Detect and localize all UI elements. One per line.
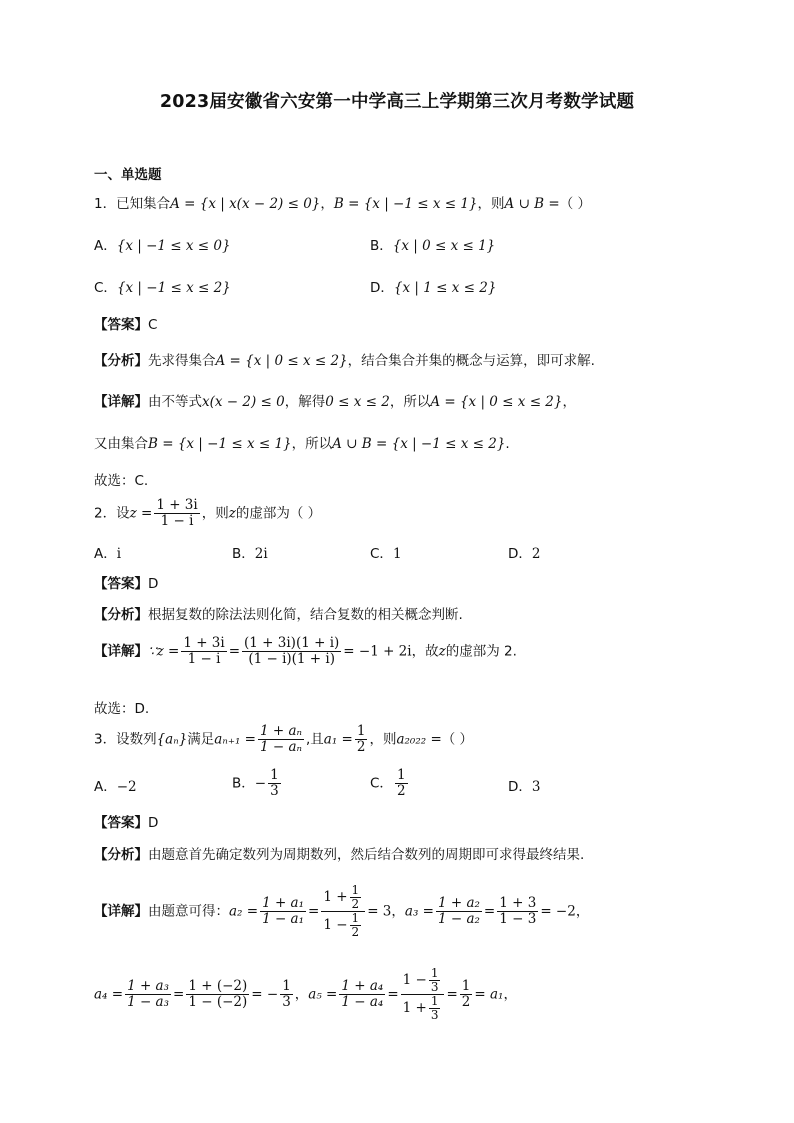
separator: ，	[294, 986, 309, 1003]
q3-answer	[94, 811, 158, 831]
detail-text: ，故	[411, 643, 439, 660]
small-fraction	[429, 967, 441, 994]
fraction-denominator: 1 − i	[187, 651, 221, 667]
detail-text: ，	[562, 394, 576, 410]
option-letter: A．	[94, 546, 117, 562]
fraction-numerator: 1	[270, 767, 279, 783]
q3-option-c	[370, 768, 410, 799]
question-2-stem	[94, 498, 321, 529]
fraction-numerator: 1	[351, 883, 360, 897]
fraction-denominator: 2	[356, 739, 366, 755]
option-letter: A．	[94, 779, 117, 795]
q2-tail: ，则	[201, 505, 229, 522]
fraction-numerator: 1 + 3i	[183, 635, 225, 651]
detail-label: 【详解】	[94, 394, 148, 410]
detail-text: ，解得	[284, 394, 326, 410]
q2-option-d	[508, 542, 541, 562]
fraction-denominator: 1 − a₃	[127, 994, 170, 1010]
q3-lhs: aₙ₊₁ =	[214, 731, 256, 748]
q1-option-d	[370, 276, 496, 296]
fraction-denominator: 1 − a₄	[341, 994, 384, 1010]
detail-text: 由不等式	[148, 394, 202, 410]
q3-and: ,且	[305, 731, 324, 748]
q2-number: 2．设	[94, 505, 130, 522]
option-letter: C．	[94, 280, 117, 296]
fraction-denominator: 3	[430, 980, 439, 994]
a3-fraction-2	[497, 896, 538, 927]
a4-result-fraction	[280, 979, 293, 1010]
q3-detail-line1	[94, 884, 589, 939]
q1-answer	[94, 313, 157, 333]
a2-fraction	[260, 896, 306, 927]
equals: =	[446, 986, 458, 1003]
answer-value: D	[148, 815, 159, 831]
nested-denominator	[401, 995, 445, 1022]
equals: =	[228, 643, 241, 660]
q3-a2022: a₂₀₂₂ =	[396, 731, 442, 748]
option-text: 2i	[254, 546, 268, 562]
q2-zv: z	[228, 505, 236, 522]
q1-set-a: A = {x | x(x − 2) ≤ 0}	[170, 196, 321, 212]
analysis-text: 先求得集合	[148, 353, 216, 369]
fraction-denominator: 1 − (−2)	[188, 994, 248, 1010]
answer-value: C	[148, 317, 158, 333]
option-letter: D．	[370, 280, 394, 296]
q1-set-b: B = {x | −1 ≤ x ≤ 1}	[333, 196, 478, 212]
nested-text: 1 +	[323, 889, 348, 905]
q1-analysis	[94, 349, 595, 369]
q3-a1: a₁ =	[323, 731, 353, 748]
section-heading: 一、单选题	[94, 167, 162, 183]
q2-fraction	[154, 498, 199, 529]
fraction-numerator: 1	[351, 911, 360, 925]
option-text: {x | 0 ≤ x ≤ 1}	[392, 238, 496, 254]
nested-text: 1 +	[402, 1000, 427, 1016]
fraction-denominator: 2	[461, 994, 471, 1010]
detail-math: z	[438, 643, 446, 660]
q3-number: 3．设数列	[94, 731, 157, 748]
q2-detail-fraction-1	[181, 636, 226, 667]
a2-nested-fraction	[321, 884, 365, 939]
fraction-numerator: 1	[282, 978, 291, 994]
option-letter: C．	[370, 775, 393, 792]
q2-analysis	[94, 603, 463, 623]
option-fraction	[268, 768, 281, 799]
detail-math: a₃ =	[404, 903, 434, 920]
option-letter: B．	[232, 546, 255, 562]
q2-option-c	[370, 542, 402, 562]
nested-denominator	[321, 912, 365, 939]
option-letter: A．	[94, 238, 117, 254]
analysis-text: 由题意首先确定数列为周期数列，然后结合数列的周期即可求得最终结果.	[148, 847, 585, 863]
detail-label: 【详解】	[94, 643, 148, 660]
detail-text: 又由集合	[94, 436, 148, 452]
a4-fraction-2	[186, 979, 249, 1010]
a5-fraction	[339, 979, 385, 1010]
fraction-numerator: 1 + 3i	[156, 497, 198, 513]
option-text: 3	[531, 779, 541, 795]
a5-result-fraction	[460, 979, 473, 1010]
fraction-numerator: 1 + a₂	[437, 895, 480, 911]
detail-math: B = {x | −1 ≤ x ≤ 1}	[148, 436, 292, 452]
q2-tail2: 的虚部为（ ）	[235, 505, 322, 522]
fraction-numerator: 1 + a₄	[341, 978, 384, 994]
q1-detail-line2	[94, 432, 510, 452]
fraction-numerator: 1 + (−2)	[188, 978, 248, 994]
answer-value: D	[148, 576, 159, 592]
fraction-denominator: 1 − i	[160, 513, 194, 529]
detail-math: 0 ≤ x ≤ 2	[325, 394, 390, 410]
option-text: 1	[392, 546, 402, 562]
analysis-label: 【分析】	[94, 607, 148, 623]
q1-number: 1．已知集合	[94, 196, 171, 212]
q2-answer	[94, 572, 158, 592]
detail-math: a₅ =	[308, 986, 338, 1003]
detail-math: A ∪ B = {x | −1 ≤ x ≤ 2}	[332, 436, 506, 452]
q3-option-b	[232, 768, 283, 799]
option-text: {x | −1 ≤ x ≤ 0}	[116, 238, 231, 254]
option-text: {x | −1 ≤ x ≤ 2}	[116, 280, 231, 296]
a5-nested-fraction	[401, 967, 445, 1022]
option-text: i	[116, 546, 122, 562]
equals: =	[387, 986, 399, 1003]
fraction-denominator: 3	[282, 994, 291, 1010]
detail-math: A = {x | 0 ≤ x ≤ 2}	[430, 394, 563, 410]
answer-label: 【答案】	[94, 317, 148, 333]
nested-numerator	[401, 967, 445, 995]
q3-option-d	[508, 775, 541, 795]
q2-option-b	[232, 542, 268, 562]
page-title: 2023届安徽省六安第一中学高三上学期第三次月考数学试题	[159, 92, 635, 112]
q1-comma: ，	[320, 196, 334, 212]
small-fraction	[429, 995, 441, 1022]
detail-text: ，所以	[291, 436, 333, 452]
fraction-denominator: 1 − aₙ	[259, 739, 302, 755]
question-3-stem	[94, 724, 473, 755]
q3-paren: （ ）	[441, 731, 474, 748]
q1-paren: （ ）	[559, 196, 591, 212]
equals: =	[173, 986, 185, 1003]
option-letter: B．	[232, 775, 255, 792]
option-fraction	[395, 768, 408, 799]
option-text: {x | 1 ≤ x ≤ 2}	[393, 280, 497, 296]
equals: =	[308, 903, 320, 920]
fraction-numerator: 1 + aₙ	[259, 723, 302, 739]
option-sign: −	[254, 775, 267, 792]
analysis-text-end: ，结合集合并集的概念与运算，即可求解.	[347, 353, 595, 369]
detail-text: ，所以	[389, 394, 431, 410]
fraction-numerator: 1	[461, 978, 471, 994]
nested-text: 1 −	[323, 917, 348, 933]
fraction-numerator: 1	[396, 767, 406, 783]
detail-label: 【详解】	[94, 903, 148, 920]
detail-result: = −2	[540, 903, 576, 920]
detail-text: .	[505, 436, 510, 452]
analysis-math: A = {x | 0 ≤ x ≤ 2}	[215, 353, 348, 369]
detail-result: = −1 + 2i	[343, 643, 412, 660]
nested-text: 1 −	[402, 972, 427, 988]
detail-math: = a₁	[474, 986, 504, 1003]
fraction-numerator: 1 + a₁	[262, 895, 305, 911]
fraction-denominator: 2	[351, 897, 360, 911]
q1-choose: 故选：C.	[94, 473, 149, 489]
q3-analysis	[94, 843, 584, 863]
option-text: 2	[531, 546, 541, 562]
separator: ，	[391, 903, 405, 920]
separator: ，	[575, 903, 590, 920]
detail-math: ∵z =	[148, 643, 180, 660]
q1-option-b	[370, 234, 495, 254]
q2-choose: 故选：D.	[94, 701, 150, 717]
nested-numerator	[321, 884, 365, 912]
equals: =	[483, 903, 496, 920]
question-1-stem	[94, 192, 591, 212]
q2-detail-fraction-2	[242, 636, 341, 667]
small-fraction	[350, 912, 362, 939]
q3-fraction	[258, 724, 304, 755]
answer-label: 【答案】	[94, 576, 148, 592]
q3-tail: ，则	[369, 731, 397, 748]
fraction-numerator: 1	[430, 966, 439, 980]
detail-math: a₄ =	[94, 986, 124, 1003]
fraction-numerator: 1 + 3	[499, 895, 537, 911]
detail-text: 由题意可得：	[148, 903, 229, 920]
q3-half	[355, 724, 368, 755]
q3-detail-line2	[94, 967, 517, 1022]
q2-detail	[94, 636, 517, 667]
option-letter: B．	[370, 238, 393, 254]
q1-expr: A ∪ B =	[504, 196, 560, 212]
fraction-denominator: (1 − i)(1 + i)	[248, 651, 335, 667]
fraction-denominator: 1 − 3	[499, 911, 537, 927]
fraction-denominator: 1 − a₂	[437, 911, 480, 927]
fraction-denominator: 1 − a₁	[262, 911, 305, 927]
q3-cond: 满足	[187, 731, 215, 748]
fraction-numerator: 1	[356, 723, 366, 739]
detail-math: x(x − 2) ≤ 0	[202, 394, 285, 410]
separator: ，	[503, 986, 517, 1003]
fraction-denominator: 2	[396, 783, 406, 799]
q1-option-a	[94, 234, 231, 254]
fraction-denominator: 3	[270, 783, 279, 799]
fraction-denominator: 2	[351, 925, 360, 939]
analysis-text: 根据复数的除法法则化简，结合复数的相关概念判断.	[148, 607, 463, 623]
fraction-numerator: 1 + a₃	[127, 978, 170, 994]
option-letter: D．	[508, 546, 532, 562]
fraction-numerator: 1	[430, 994, 439, 1008]
small-fraction	[350, 884, 362, 911]
analysis-label: 【分析】	[94, 353, 148, 369]
q3-option-a	[94, 775, 137, 795]
q2-option-a	[94, 542, 121, 562]
detail-result: = −	[251, 986, 279, 1003]
detail-result: = 3	[367, 903, 392, 920]
analysis-label: 【分析】	[94, 847, 148, 863]
detail-text: 的虚部为 2.	[445, 643, 517, 660]
option-letter: C．	[370, 546, 393, 562]
option-letter: D．	[508, 779, 532, 795]
option-text: −2	[116, 779, 137, 795]
q1-option-c	[94, 276, 231, 296]
q3-seq: {aₙ}	[156, 731, 188, 748]
q1-detail-line1	[94, 390, 576, 410]
fraction-denominator: 3	[430, 1008, 439, 1022]
a3-fraction	[436, 896, 482, 927]
q1-tail: ，则	[477, 196, 505, 212]
a4-fraction	[125, 979, 171, 1010]
q2-z: z =	[129, 505, 153, 522]
detail-math: a₂ =	[229, 903, 259, 920]
fraction-numerator: (1 + 3i)(1 + i)	[244, 635, 340, 651]
answer-label: 【答案】	[94, 815, 148, 831]
